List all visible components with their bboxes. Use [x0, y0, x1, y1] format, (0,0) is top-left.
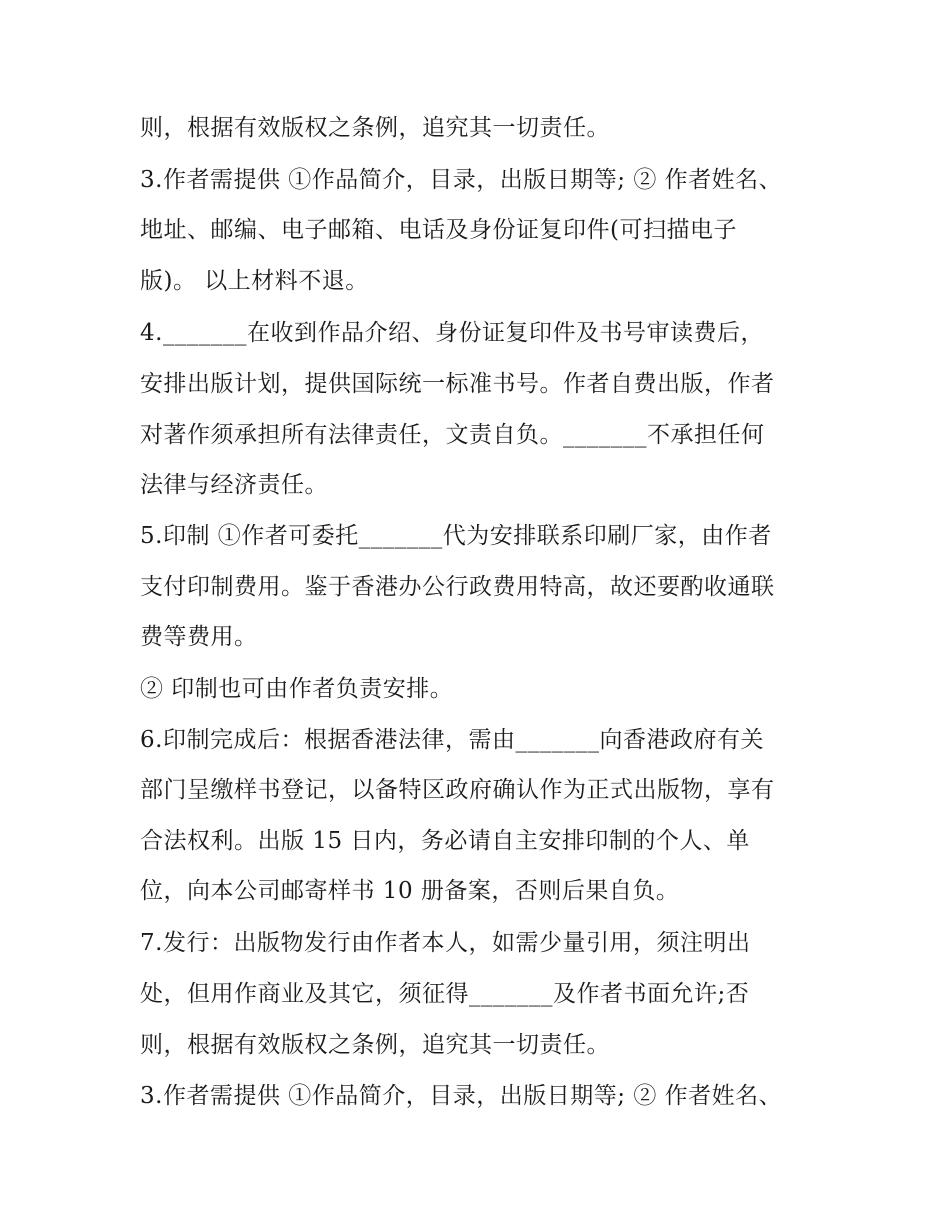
text-line: 对著作须承担所有法律责任，文责自负。_______不承担任何: [140, 422, 765, 448]
text-line: 4._______在收到作品介绍、身份证复印件及书号审读费后，: [140, 320, 764, 346]
text-line: 3.作者需提供 ①作品简介，目录，出版日期等; ② 作者姓名、: [140, 1083, 783, 1109]
text-line: ② 印制也可由作者负责安排。: [140, 676, 454, 702]
text-line: 支付印制费用。鉴于香港办公行政费用特高，故还要酌收通联: [140, 574, 775, 600]
text-line: 3.作者需提供 ①作品简介，目录，出版日期等; ② 作者姓名、: [140, 167, 783, 193]
text-line: 5.印制 ①作者可委托_______代为安排联系印刷厂家，由作者: [140, 523, 772, 549]
text-line: 处，但用作商业及其它，须征得_______及作者书面允许;否: [140, 981, 750, 1007]
text-line: 安排出版计划，提供国际统一标准书号。作者自费出版，作者: [140, 371, 775, 397]
text-line: 部门呈缴样书登记，以备特区政府确认作为正式出版物，享有: [140, 777, 775, 803]
text-line: 费等费用。: [140, 624, 258, 650]
text-line: 法律与经济责任。: [140, 472, 328, 498]
text-line: 版)。 以上材料不退。: [140, 268, 369, 294]
text-line: 位，向本公司邮寄样书 10 册备案，否则后果自负。: [140, 878, 680, 904]
text-line: 则，根据有效版权之条例，追究其一切责任。: [140, 1032, 610, 1058]
text-line: 则，根据有效版权之条例，追究其一切责任。: [140, 115, 610, 141]
text-line: 合法权利。出版 15 日内，务必请自主安排印制的个人、单: [140, 828, 750, 854]
text-line: 6.印制完成后：根据香港法律，需由_______向香港政府有关: [140, 727, 764, 753]
text-line: 7.发行：出版物发行由作者本人，如需少量引用，须注明出: [140, 930, 751, 956]
text-line: 地址、邮编、电子邮箱、电话及身份证复印件(可扫描电子: [140, 217, 737, 243]
